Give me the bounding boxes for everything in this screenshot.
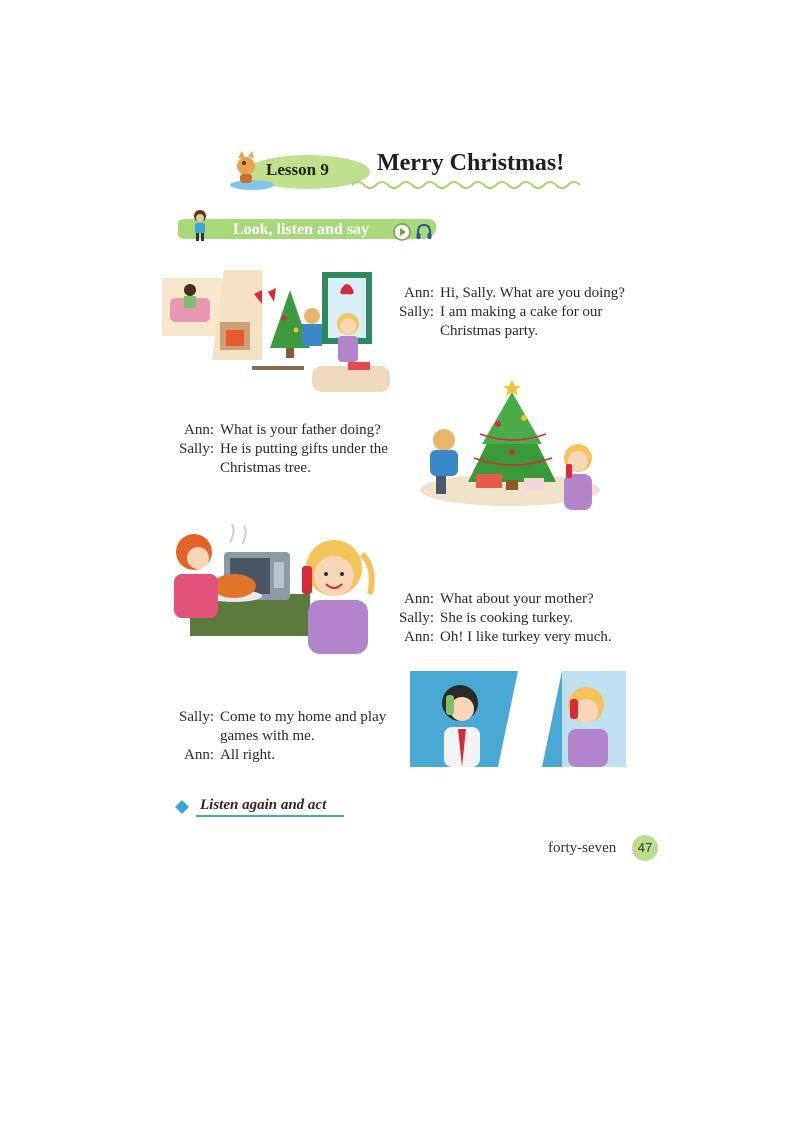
headphones-icon[interactable] [414,222,434,242]
dialogue-line [166,459,388,478]
speaker-name: Ann: [184,747,214,763]
dialogue-line [386,284,625,303]
line-text: Come to my home and play [220,709,387,725]
activity-underline [196,815,344,817]
speaker-name: Sally: [178,709,214,725]
line-text: Oh! I like turkey very much. [440,629,612,645]
line-text: Christmas tree. [220,460,311,476]
activity-label: Listen again and act [200,797,327,813]
line-text: games with me. [220,728,315,744]
christmas-tree-illustration [418,374,614,514]
speaker-name: Sally: [398,304,434,320]
speaker-name: Ann: [404,591,434,607]
line-text: I am making a cake for our [440,304,603,320]
phone-call-illustration [410,671,626,767]
line-text: What about your mother? [440,591,594,607]
speaker-name: Ann: [404,629,434,645]
speaker-name: Ann: [184,422,214,438]
lesson-label: Lesson 9 [266,160,329,179]
dialogue-line [386,609,612,628]
page-number: 47 [637,840,653,855]
page-title: Merry Christmas! [377,150,565,176]
title-wave-decoration [352,178,582,192]
dialogue-line [386,590,612,609]
dialogue-1 [386,284,625,341]
diamond-icon [175,800,189,814]
speaker-name: Sally: [178,441,214,457]
dialogue-line [386,628,612,647]
dialogue-3 [386,590,612,647]
dialogue-line [386,303,625,322]
line-text: He is putting gifts under the [220,441,388,457]
line-text: Christmas party. [440,323,539,339]
speaker-name: Sally: [398,610,434,626]
play-icon[interactable] [392,222,412,242]
dialogue-4 [166,708,386,765]
dialogue-line [386,322,625,341]
section-label: Look, listen and say [233,221,370,238]
dialogue-line [166,746,386,765]
line-text: All right. [220,747,275,763]
dialogue-line [166,727,386,746]
dialogue-2 [166,421,388,478]
line-text: She is cooking turkey. [440,610,574,626]
dialogue-line [166,440,388,459]
living-room-illustration [162,270,390,392]
dialogue-line [166,708,386,727]
line-text: What is your father doing? [220,422,381,438]
page-number-words: forty-seven [548,840,617,856]
speaker-name: Ann: [404,285,434,301]
cooking-turkey-illustration [170,524,388,654]
line-text: Hi, Sally. What are you doing? [440,285,625,301]
dialogue-line [166,421,388,440]
